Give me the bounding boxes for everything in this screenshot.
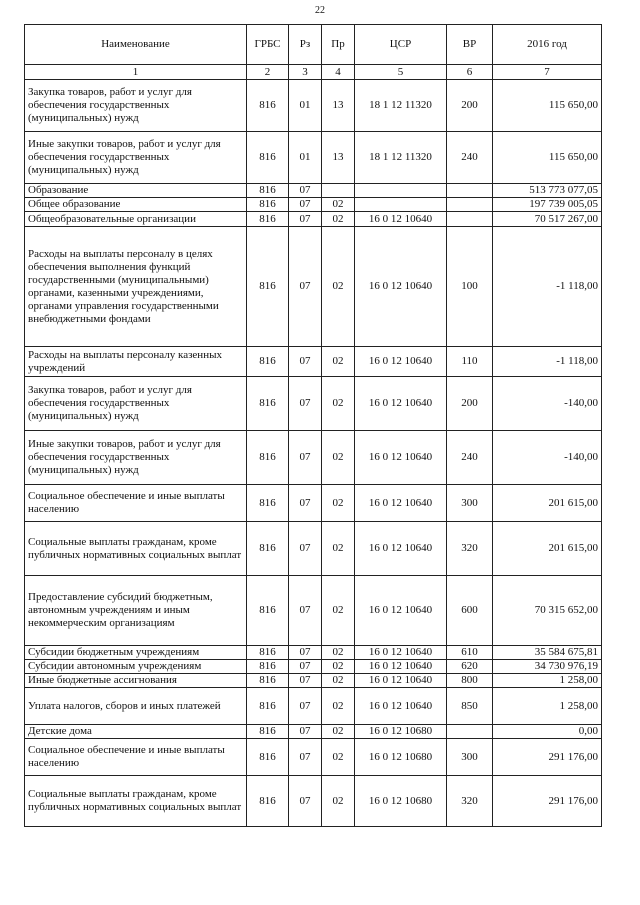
row-csr: 16 0 12 10640 xyxy=(355,347,447,377)
row-grbs: 816 xyxy=(247,431,289,485)
row-vr: 240 xyxy=(447,132,493,184)
row-name: Общее образование xyxy=(25,198,247,212)
row-pr: 13 xyxy=(322,80,355,132)
row-vr: 610 xyxy=(447,646,493,660)
row-grbs: 816 xyxy=(247,485,289,522)
table-row xyxy=(25,184,602,198)
row-rz: 07 xyxy=(289,431,322,485)
row-csr: 16 0 12 10640 xyxy=(355,688,447,725)
column-number: 6 xyxy=(447,65,493,80)
row-grbs: 816 xyxy=(247,227,289,347)
header-rz: Рз xyxy=(289,25,322,65)
table-row xyxy=(25,132,602,184)
row-vr xyxy=(447,198,493,212)
table-row xyxy=(25,522,602,576)
row-grbs: 816 xyxy=(247,646,289,660)
row-name: Предоставление субсидий бюджетным, автономным учреждениям и иным некоммерческим организациям xyxy=(25,576,247,646)
row-name: Образование xyxy=(25,184,247,198)
table-row xyxy=(25,80,602,132)
row-csr: 16 0 12 10640 xyxy=(355,576,447,646)
row-grbs: 816 xyxy=(247,739,289,776)
row-name: Детские дома xyxy=(25,725,247,739)
table-row xyxy=(25,576,602,646)
row-amount: -140,00 xyxy=(493,431,602,485)
row-csr: 16 0 12 10640 xyxy=(355,212,447,227)
table-row xyxy=(25,227,602,347)
page-number: 22 xyxy=(315,5,325,16)
row-rz: 07 xyxy=(289,198,322,212)
column-number: 1 xyxy=(25,65,247,80)
row-csr: 16 0 12 10640 xyxy=(355,660,447,674)
header-vr: ВР xyxy=(447,25,493,65)
table-row xyxy=(25,212,602,227)
row-csr: 16 0 12 10640 xyxy=(355,646,447,660)
row-pr: 02 xyxy=(322,212,355,227)
header-year: 2016 год xyxy=(493,25,602,65)
row-pr: 02 xyxy=(322,576,355,646)
row-amount: 201 615,00 xyxy=(493,522,602,576)
row-vr: 100 xyxy=(447,227,493,347)
header-grbs: ГРБС xyxy=(247,25,289,65)
row-amount: 70 517 267,00 xyxy=(493,212,602,227)
table-row xyxy=(25,431,602,485)
row-grbs: 816 xyxy=(247,198,289,212)
row-vr: 200 xyxy=(447,377,493,431)
row-grbs: 816 xyxy=(247,377,289,431)
row-vr: 110 xyxy=(447,347,493,377)
row-name: Уплата налогов, сборов и иных платежей xyxy=(25,688,247,725)
row-rz: 07 xyxy=(289,646,322,660)
row-rz: 07 xyxy=(289,184,322,198)
row-rz: 07 xyxy=(289,485,322,522)
column-number: 7 xyxy=(493,65,602,80)
row-rz: 07 xyxy=(289,576,322,646)
row-csr: 18 1 12 11320 xyxy=(355,80,447,132)
row-vr xyxy=(447,184,493,198)
row-vr: 800 xyxy=(447,674,493,688)
row-pr: 02 xyxy=(322,646,355,660)
table-row xyxy=(25,347,602,377)
row-grbs: 816 xyxy=(247,522,289,576)
row-amount: 115 650,00 xyxy=(493,80,602,132)
table-row xyxy=(25,776,602,827)
table-row xyxy=(25,725,602,739)
row-amount: -1 118,00 xyxy=(493,347,602,377)
row-pr: 02 xyxy=(322,739,355,776)
row-rz: 01 xyxy=(289,80,322,132)
row-pr: 02 xyxy=(322,688,355,725)
row-rz: 07 xyxy=(289,522,322,576)
row-csr: 16 0 12 10640 xyxy=(355,431,447,485)
row-pr: 02 xyxy=(322,725,355,739)
row-name: Иные бюджетные ассигнования xyxy=(25,674,247,688)
row-vr: 300 xyxy=(447,485,493,522)
row-csr: 16 0 12 10680 xyxy=(355,725,447,739)
row-amount: 1 258,00 xyxy=(493,688,602,725)
row-amount: 201 615,00 xyxy=(493,485,602,522)
row-amount: 1 258,00 xyxy=(493,674,602,688)
row-vr xyxy=(447,212,493,227)
row-vr: 620 xyxy=(447,660,493,674)
row-amount: 115 650,00 xyxy=(493,132,602,184)
row-csr: 16 0 12 10640 xyxy=(355,674,447,688)
row-grbs: 816 xyxy=(247,212,289,227)
header-name: Наименование xyxy=(25,25,247,65)
row-name: Расходы на выплаты персоналу казенных учреждений xyxy=(25,347,247,377)
row-rz: 07 xyxy=(289,725,322,739)
row-rz: 07 xyxy=(289,377,322,431)
row-pr: 13 xyxy=(322,132,355,184)
row-amount: 291 176,00 xyxy=(493,776,602,827)
row-csr xyxy=(355,184,447,198)
row-grbs: 816 xyxy=(247,347,289,377)
row-pr: 02 xyxy=(322,347,355,377)
row-amount: 35 584 675,81 xyxy=(493,646,602,660)
row-name: Общеобразовательные организации xyxy=(25,212,247,227)
row-vr: 240 xyxy=(447,431,493,485)
table-row xyxy=(25,739,602,776)
row-pr xyxy=(322,184,355,198)
table-row xyxy=(25,660,602,674)
row-rz: 07 xyxy=(289,227,322,347)
row-pr: 02 xyxy=(322,431,355,485)
header-row xyxy=(25,25,602,65)
row-rz: 07 xyxy=(289,688,322,725)
row-rz: 07 xyxy=(289,660,322,674)
table-row xyxy=(25,688,602,725)
table-row xyxy=(25,646,602,660)
row-csr: 16 0 12 10680 xyxy=(355,776,447,827)
row-csr: 16 0 12 10640 xyxy=(355,227,447,347)
row-name: Закупка товаров, работ и услуг для обеспечения государственных (муниципальных) нужд xyxy=(25,80,247,132)
row-vr: 320 xyxy=(447,776,493,827)
row-vr xyxy=(447,725,493,739)
row-name: Субсидии автономным учреждениям xyxy=(25,660,247,674)
row-pr: 02 xyxy=(322,377,355,431)
row-grbs: 816 xyxy=(247,776,289,827)
row-name: Иные закупки товаров, работ и услуг для обеспечения государственных (муниципальных) нужд xyxy=(25,431,247,485)
row-amount: 34 730 976,19 xyxy=(493,660,602,674)
row-grbs: 816 xyxy=(247,132,289,184)
table-row xyxy=(25,377,602,431)
row-rz: 07 xyxy=(289,739,322,776)
row-amount: 70 315 652,00 xyxy=(493,576,602,646)
row-vr: 320 xyxy=(447,522,493,576)
row-name: Расходы на выплаты персоналу в целях обеспечения выполнения функций государственными (муниципальными) органами, казенными учреждениями, органами управления государственными внебюджетными фондами xyxy=(25,227,247,347)
row-name: Социальное обеспечение и иные выплаты населению xyxy=(25,739,247,776)
row-grbs: 816 xyxy=(247,725,289,739)
row-amount: 197 739 005,05 xyxy=(493,198,602,212)
row-pr: 02 xyxy=(322,198,355,212)
column-number-row xyxy=(25,65,602,80)
column-number: 2 xyxy=(247,65,289,80)
row-pr: 02 xyxy=(322,485,355,522)
row-pr: 02 xyxy=(322,227,355,347)
row-rz: 07 xyxy=(289,212,322,227)
row-name: Социальное обеспечение и иные выплаты населению xyxy=(25,485,247,522)
row-csr: 16 0 12 10640 xyxy=(355,377,447,431)
row-name: Иные закупки товаров, работ и услуг для обеспечения государственных (муниципальных) нужд xyxy=(25,132,247,184)
table-row xyxy=(25,198,602,212)
row-grbs: 816 xyxy=(247,660,289,674)
row-pr: 02 xyxy=(322,674,355,688)
row-csr: 16 0 12 10680 xyxy=(355,739,447,776)
row-vr: 200 xyxy=(447,80,493,132)
row-rz: 07 xyxy=(289,674,322,688)
budget-table xyxy=(24,24,602,827)
row-vr: 850 xyxy=(447,688,493,725)
row-csr: 16 0 12 10640 xyxy=(355,522,447,576)
row-grbs: 816 xyxy=(247,184,289,198)
table-row xyxy=(25,485,602,522)
row-rz: 07 xyxy=(289,347,322,377)
row-amount: -1 118,00 xyxy=(493,227,602,347)
row-amount: 0,00 xyxy=(493,725,602,739)
column-number: 5 xyxy=(355,65,447,80)
row-vr: 300 xyxy=(447,739,493,776)
row-csr xyxy=(355,198,447,212)
row-amount: 291 176,00 xyxy=(493,739,602,776)
row-grbs: 816 xyxy=(247,674,289,688)
row-pr: 02 xyxy=(322,522,355,576)
row-grbs: 816 xyxy=(247,576,289,646)
row-rz: 07 xyxy=(289,776,322,827)
row-name: Субсидии бюджетным учреждениям xyxy=(25,646,247,660)
column-number: 3 xyxy=(289,65,322,80)
header-pr: Пр xyxy=(322,25,355,65)
column-number: 4 xyxy=(322,65,355,80)
row-csr: 18 1 12 11320 xyxy=(355,132,447,184)
row-grbs: 816 xyxy=(247,688,289,725)
row-pr: 02 xyxy=(322,660,355,674)
row-pr: 02 xyxy=(322,776,355,827)
row-vr: 600 xyxy=(447,576,493,646)
row-csr: 16 0 12 10640 xyxy=(355,485,447,522)
table-row xyxy=(25,674,602,688)
row-name: Социальные выплаты гражданам, кроме публичных нормативных социальных выплат xyxy=(25,776,247,827)
row-rz: 01 xyxy=(289,132,322,184)
row-amount: -140,00 xyxy=(493,377,602,431)
row-amount: 513 773 077,05 xyxy=(493,184,602,198)
header-csr: ЦСР xyxy=(355,25,447,65)
row-grbs: 816 xyxy=(247,80,289,132)
row-name: Социальные выплаты гражданам, кроме публичных нормативных социальных выплат xyxy=(25,522,247,576)
row-name: Закупка товаров, работ и услуг для обеспечения государственных (муниципальных) нужд xyxy=(25,377,247,431)
